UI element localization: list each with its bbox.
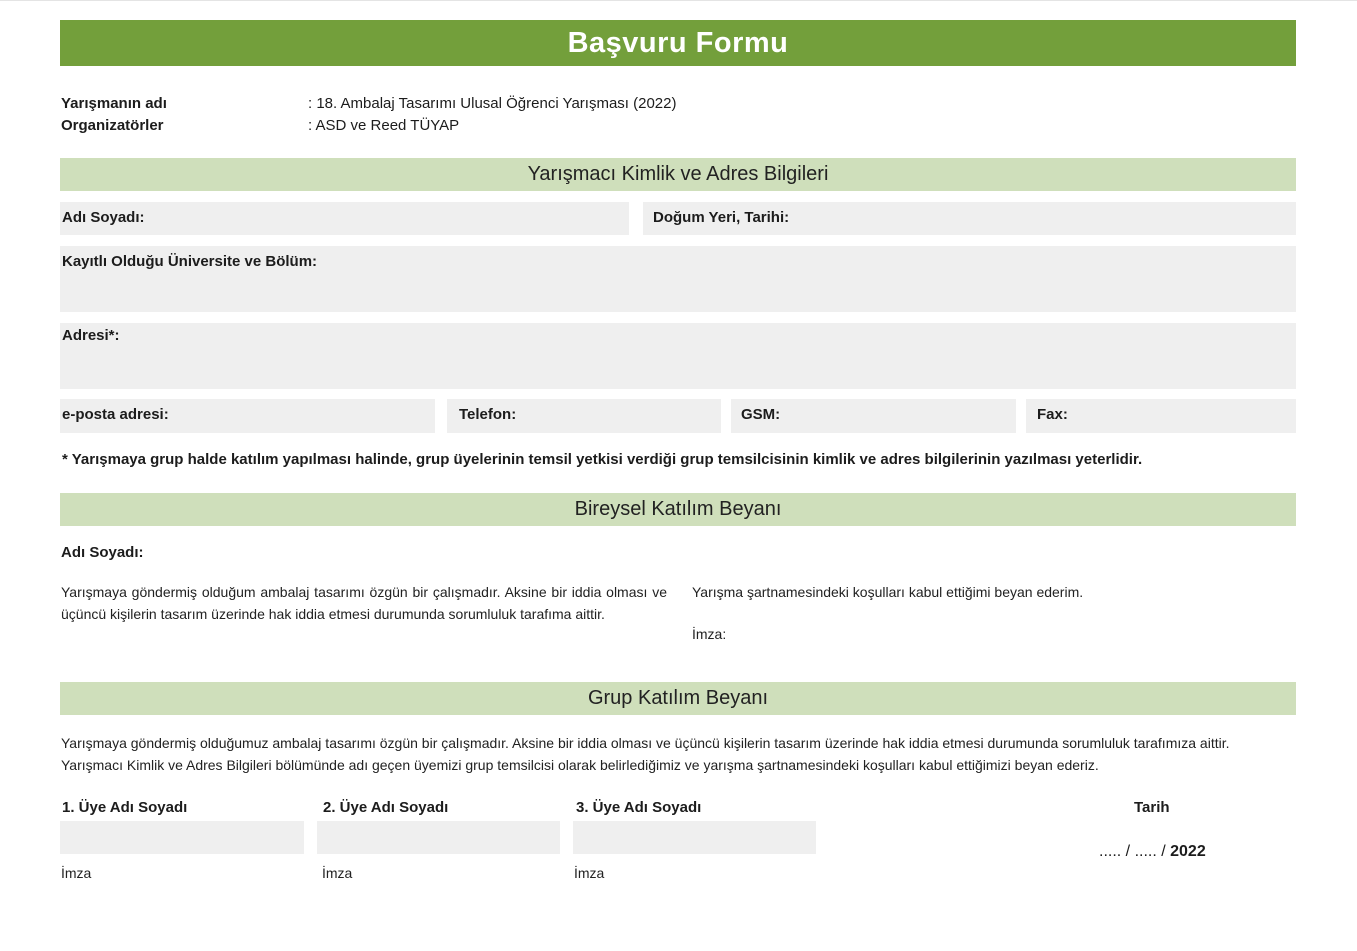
form-title: Başvuru Formu	[60, 20, 1296, 66]
name-field-label: Adı Soyadı:	[62, 209, 145, 226]
individual-signature-label: İmza:	[692, 626, 727, 642]
fax-field[interactable]	[1026, 399, 1296, 433]
gsm-field[interactable]	[731, 399, 1016, 433]
email-field-label: e-posta adresi:	[62, 406, 169, 423]
phone-field-label: Telefon:	[459, 406, 517, 423]
member-2-signature-label: İmza	[322, 865, 353, 881]
member-1-signature-label: İmza	[61, 865, 92, 881]
name-field[interactable]	[60, 202, 629, 235]
member-1-label: 1. Üye Adı Soyadı	[62, 799, 188, 816]
fax-field-label: Fax:	[1037, 406, 1068, 423]
individual-statement-right: Yarışma şartnamesindeki koşulları kabul ettiğimi beyan ederim.	[692, 584, 1084, 600]
date-field[interactable]	[1099, 843, 1206, 861]
organizers-label: Organizatörler	[61, 117, 164, 134]
individual-name-label: Adı Soyadı:	[61, 544, 144, 561]
identity-section-heading: Yarışmacı Kimlik ve Adres Bilgileri	[60, 158, 1296, 191]
individual-statement-left: Yarışmaya göndermiş olduğum ambalaj tasarımı özgün bir çalışmadır. Aksine bir iddia olması ve üçüncü kişilerin tasarım üzerinde hak iddia etmesi durumunda sorumluluk tarafıma aittir.	[61, 584, 667, 622]
date-year: 2022	[1170, 843, 1206, 860]
university-field[interactable]	[60, 246, 1296, 312]
address-field-label: Adresi*:	[62, 327, 120, 344]
member-3-label: 3. Üye Adı Soyadı	[576, 799, 702, 816]
competition-name-label: Yarışmanın adı	[61, 95, 167, 112]
address-field[interactable]	[60, 323, 1296, 389]
group-section-heading: Grup Katılım Beyanı	[60, 682, 1296, 715]
member-3-name-input[interactable]	[573, 821, 816, 854]
group-statement-line1: Yarışmaya göndermiş olduğumuz ambalaj tasarımı özgün bir çalışmadır. Aksine bir iddia olması ve üçüncü kişilerin tasarım üzerinde hak iddia etmesi durumunda sorumluluk tarafımıza aittir.	[61, 735, 1230, 751]
member-2-label: 2. Üye Adı Soyadı	[323, 799, 449, 816]
date-dots: ..... / ..... /	[1099, 843, 1171, 860]
competition-info	[61, 95, 861, 135]
member-2-name-input[interactable]	[317, 821, 560, 854]
group-note: * Yarışmaya grup halde katılım yapılması halinde, grup üyelerinin temsil yetkisi verdiği grup temsilcisinin kimlik ve adres bilgilerinin yazılması yeterlidir.	[62, 451, 1143, 468]
phone-field[interactable]	[447, 399, 721, 433]
university-field-label: Kayıtlı Olduğu Üniversite ve Bölüm:	[62, 253, 318, 270]
email-field[interactable]	[60, 399, 435, 433]
gsm-field-label: GSM:	[741, 406, 781, 423]
organizers-value: : ASD ve Reed TÜYAP	[308, 117, 460, 134]
competition-name-value: : 18. Ambalaj Tasarımı Ulusal Öğrenci Yarışması (2022)	[308, 95, 677, 112]
member-3-signature-label: İmza	[574, 865, 605, 881]
birth-field[interactable]	[643, 202, 1296, 235]
birth-field-label: Doğum Yeri, Tarihi:	[653, 209, 790, 226]
individual-section-heading: Bireysel Katılım Beyanı	[60, 493, 1296, 526]
date-label: Tarih	[1134, 799, 1170, 816]
group-statement-line2: Yarışmacı Kimlik ve Adres Bilgileri bölümünde adı geçen üyemizi grup temsilcisi olarak belirlediğimiz ve yarışma şartnamesindeki koşulları kabul ettiğimizi beyan ederiz.	[61, 757, 1099, 773]
member-1-name-input[interactable]	[60, 821, 304, 854]
top-divider	[0, 0, 1357, 1]
